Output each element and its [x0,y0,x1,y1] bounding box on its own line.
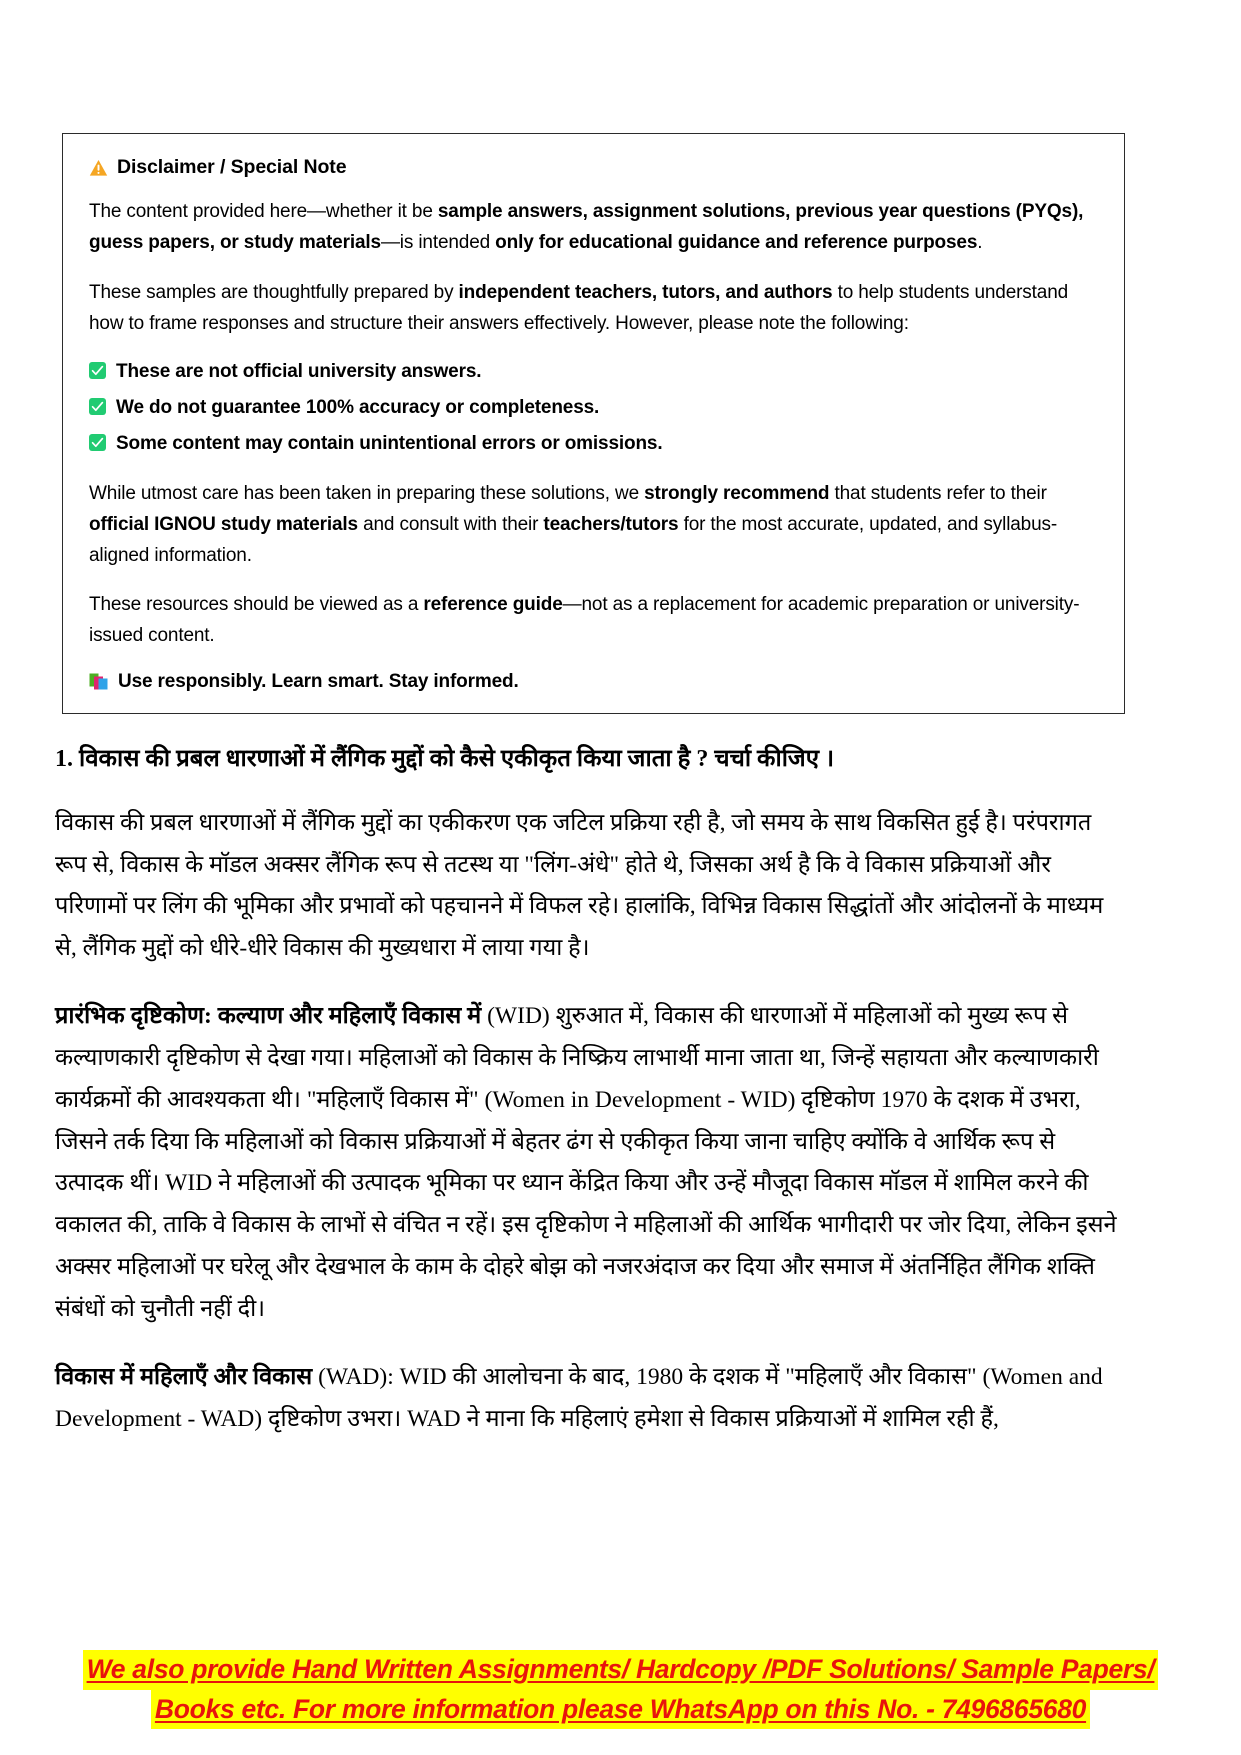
answer-paragraph-2-body: (WID) शुरुआत में, विकास की धारणाओं में महिलाओं को मुख्य रूप से कल्याणकारी दृष्टिकोण से देखा गया। महिलाओं को विकास के निष्क्रिय लाभार्थी माना जाता था, जिन्हें सहायता और कल्याणकारी कार्यक्रमों की आवश्यकता थी। "महिलाएँ विकास में" (Women in Development - WID) दृष्टिकोण 1970 के दशक में उभरा, जिसने तर्क दिया कि महिलाओं को विकास प्रक्रियाओं में बेहतर ढंग से एकीकृत किया जाना चाहिए क्योंकि वे आर्थिक रूप से उत्पादक थीं। WID ने महिलाओं की उत्पादक भूमिका पर ध्यान केंद्रित किया और उन्हें मौजूदा विकास मॉडल में शामिल करने की वकालत की, ताकि वे विकास के लाभों से वंचित न रहें। इस दृष्टिकोण ने महिलाओं की आर्थिक भागीदारी पर जोर दिया, लेकिन इसने अक्सर महिलाओं पर घरेलू और देखभाल के काम के दोहरे बोझ को नजरअंदाज कर दिया और समाज में अंतर्निहित लैंगिक शक्ति संबंधों को चुनौती नहीं दी। [55,1003,1117,1322]
warning-triangle-icon [89,159,108,177]
p3-seg-b1: strongly recommend [644,483,830,505]
disclaimer-paragraph-4 [89,590,1098,652]
p1-seg-d: . [977,232,983,254]
p3-seg-d: and consult with their [357,513,544,535]
disclaimer-checklist [89,358,1098,459]
p2-seg-b1: independent teachers, tutors, and authors [458,281,833,303]
promo-footer-banner [0,1650,1241,1729]
p1-seg-b2: only for educational guidance and reference purposes [495,232,978,254]
list-item [89,430,1098,459]
p4-seg-a: These resources should be viewed as a [89,594,424,616]
promo-line-2: Books etc. For more information please WhatsApp on this No. - 7496865680 [151,1690,1090,1730]
disclaimer-paragraph-2 [89,278,1098,340]
p3-seg-b2: official IGNOU study materials [89,513,358,535]
check-box-icon [89,362,106,379]
disclaimer-final-line [89,671,1098,693]
p4-seg-c: —not as a replacement for academic preparation or university-issued content. [89,594,1080,647]
p1-seg-c: —is intended [380,232,496,254]
final-line-text: Use responsibly. Learn smart. Stay informed. [118,670,519,692]
check-box-icon [89,398,106,415]
disclaimer-title-row [89,156,1098,179]
p1-seg-a: The content provided here—whether it be [89,201,438,223]
answer-content [55,742,1125,1466]
promo-line-2-wrap [0,1690,1241,1730]
checklist-item-label: These are not official university answers. [116,361,482,383]
checklist-item-label: Some content may contain unintentional errors or omissions. [116,433,663,455]
page-title: 1. विकास की प्रबल धारणाओं में लैंगिक मुद्दों को कैसे एकीकृत किया जाता है ? चर्चा कीजिए । [55,746,835,772]
checklist-item-label: We do not guarantee 100% accuracy or completeness. [116,397,600,419]
p3-seg-c: that students refer to their [829,483,1047,505]
answer-paragraph-2 [55,996,1125,1331]
disclaimer-box [62,133,1125,714]
disclaimer-paragraph-3 [89,479,1098,571]
list-item [89,394,1098,423]
answer-paragraph-3-lead: विकास में महिलाएँ और विकास [55,1363,313,1390]
p3-seg-e: for the most accurate, updated, and syllabus-aligned information. [89,513,1058,566]
answer-paragraph-3 [55,1357,1125,1441]
check-box-icon [89,434,106,451]
books-icon [89,673,109,691]
answer-paragraph-1: विकास की प्रबल धारणाओं में लैंगिक मुद्दों का एकीकरण एक जटिल प्रक्रिया रही है, जो समय के साथ विकसित हुई है। परंपरागत रूप से, विकास के मॉडल अक्सर लैंगिक रूप से तटस्थ या "लिंग-अंधे" होते थे, जिसका अर्थ है कि वे विकास प्रक्रियाओं और परिणामों पर लिंग की भूमिका और प्रभावों को पहचानने में विफल रहे। हालांकि, विभिन्न विकास सिद्धांतों और आंदोलनों के माध्यम से, लैंगिक मुद्दों को धीरे-धीरे विकास की मुख्यधारा में लाया गया है। [55,809,1104,962]
p3-seg-a: While utmost care has been taken in preparing these solutions, we [89,483,645,505]
answer-paragraph-2-lead: प्रारंभिक दृष्टिकोण: कल्याण और महिलाएँ विकास में [55,1003,482,1030]
promo-line-1: We also provide Hand Written Assignments/ Hardcopy /PDF Solutions/ Sample Papers/ [83,1650,1159,1690]
p3-seg-b3: teachers/tutors [543,513,679,535]
list-item [89,358,1098,387]
disclaimer-paragraph-1 [89,197,1098,259]
p2-seg-c: to help students understand how to frame responses and structure their answers effectively. However, please note the following: [89,281,1069,334]
p2-seg-a: These samples are thoughtfully prepared by [89,281,459,303]
p1-seg-b1: sample answers, assignment solutions, previous year questions (PYQs), guess papers, or study materials [89,201,1084,254]
answer-paragraph-3-body: (WAD): WID की आलोचना के बाद, 1980 के दशक में "महिलाएँ और विकास" (Women and Development - WAD) दृष्टिकोण उभरा। WAD ने माना कि महिलाएं हमेशा से विकास प्रक्रियाओं में शामिल रही हैं, [55,1363,1103,1432]
disclaimer-title-text: Disclaimer / Special Note [117,156,347,178]
promo-line-1-wrap [0,1650,1241,1690]
p4-seg-b1: reference guide [423,594,563,616]
